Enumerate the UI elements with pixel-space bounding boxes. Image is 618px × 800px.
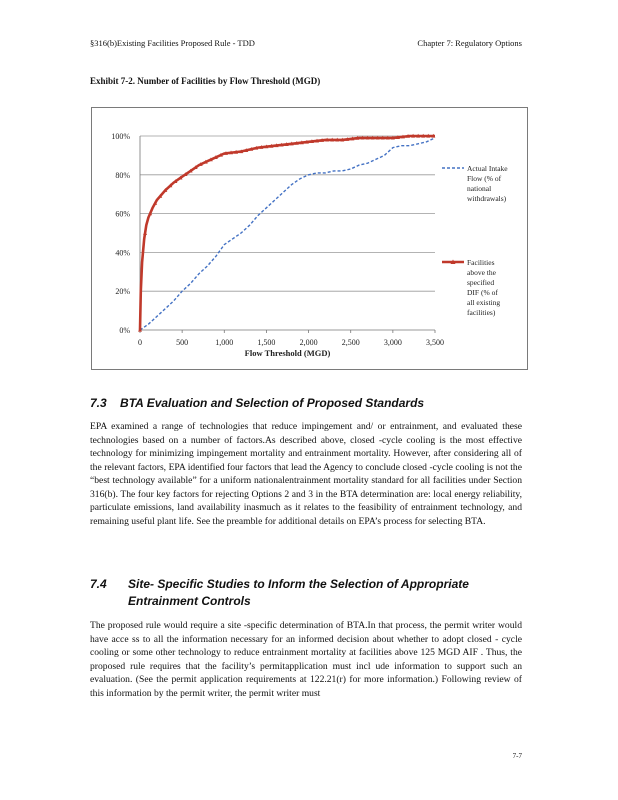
x-tick-label: 2,500: [341, 338, 360, 347]
section-7-4-heading: [90, 576, 469, 610]
y-tick-label: 60%: [115, 209, 130, 219]
section-7-4-title-line1: Site- Specific Studies to Inform the Selection of Appropriate: [128, 577, 469, 591]
section-7-3-title: BTA Evaluation and Selection of Proposed Standards: [120, 396, 425, 410]
y-tick-label: 40%: [115, 248, 130, 258]
section-7-3-number: 7.3: [90, 396, 107, 410]
series-line-facilities-above-dif: [140, 136, 435, 330]
exhibit-title: Exhibit 7-2. Number of Facilities by Flow Threshold (MGD): [90, 76, 321, 86]
y-tick-label: 100%: [111, 132, 130, 141]
x-tick-label: 1,500: [257, 338, 276, 347]
y-tick-label: 20%: [115, 287, 130, 297]
section-7-4-body: The proposed rule would require a site -specific determination of BTA.In that process, the permit writer would have acce ss to all the information necessary for an informed decision about whether to adopt closed - cycle cooling or some other technology to reduce entrainment mortality at facilities above 125 MGD AIF . Thus, the proposed rule requires that the facility’s permitapplication must incl ude information to support such an evaluation. (See the permit application requirements at 122.21(r) for more information.) Following review of this information by the permit writer, the permit writer must: [90, 620, 522, 699]
x-tick-label: 2,000: [299, 338, 318, 347]
y-tick-label: 80%: [115, 170, 130, 180]
flow-threshold-chart: [92, 108, 527, 369]
running-header-left: §316(b)Existing Facilities Proposed Rule - TDD: [90, 38, 255, 48]
section-7-3-heading: [90, 396, 424, 410]
x-axis-label: Flow Threshold (MGD): [244, 348, 331, 358]
x-tick-label: 500: [176, 338, 189, 347]
x-tick-label: 3,000: [383, 338, 402, 347]
legend-entry-actual-intake-flow: Actual Intake Flow (% of national withdrawals): [467, 164, 508, 203]
section-7-3-body: EPA examined a range of technologies that reduce impingement and/ or entrainment, and evaluated these technologies based on a number of factors.As described above, closed -cycle cooling is the most effective technology for minimizing impingement mortality and entrainment mortality. However, after considering all of the relevant factors, EPA identified four factors that lead the Agency to conclude closed -cycle cooling is not the “best technology available” for a uniform nationalentrainment mortality standard for all facilities under Section 316(b). The four key factors for rejecting Options 2 and 3 in the BTA determination are: local energy reliability, particulate emissions, land availability inasmuch as it relates to the feasibility of entrainment technology, and remaining useful plant life. See the preamble for additional details on EPA’s process for selecting BTA.: [90, 421, 522, 527]
legend-entry-facilities-above-dif: Facilities above the specified DIF (% of all existing facilities): [467, 258, 501, 317]
x-tick-label: 3,500: [426, 338, 444, 347]
section-7-4-number: 7.4: [90, 577, 107, 591]
y-tick-label: 0%: [119, 326, 130, 335]
running-header-right: Chapter 7: Regulatory Options: [417, 38, 522, 48]
page-number: 7-7: [512, 752, 522, 760]
chart-frame: [91, 107, 528, 370]
x-tick-label: 1,000: [215, 338, 234, 347]
x-tick-label: 0: [138, 338, 142, 347]
section-7-4-title-line2: Entrainment Controls: [128, 594, 251, 608]
series-line-actual-intake-flow: [140, 138, 435, 330]
